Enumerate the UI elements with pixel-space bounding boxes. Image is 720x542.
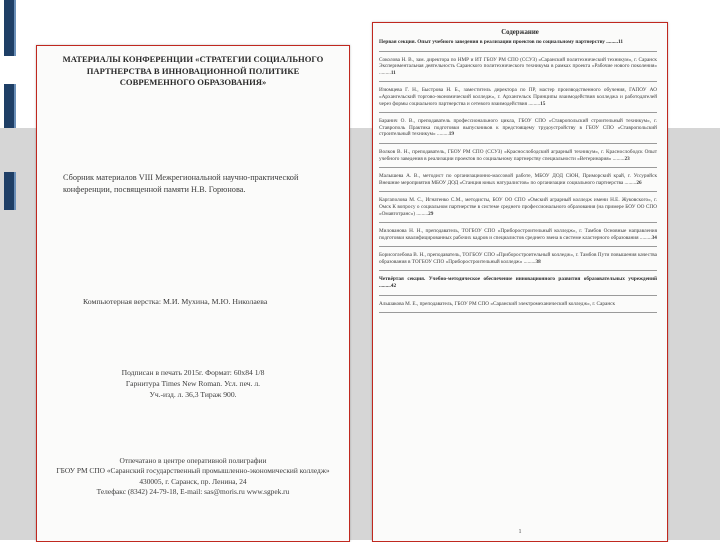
toc-entry [379, 301, 657, 308]
toc-section [379, 39, 657, 46]
toc-leader: ......... [527, 100, 541, 107]
toc-entry [379, 87, 657, 107]
toc-leader: ......... [415, 210, 429, 217]
publisher-line: ГБОУ РМ СПО «Саранский государственный промышленно-экономический колледж» [56, 466, 330, 476]
layout-credit: Компьютерная верстка: М.И. Мухина, М.Ю. Николаева [83, 297, 268, 306]
toc-entry-text: Борисоглебова В. Н., преподаватель, ТОГБОУ СПО «Приборостроительный колледж», г. Тамбов Пути повышения качества образования в ТОГБОУ СПО «Приборостроительный колледж» [379, 252, 657, 265]
toc-separator [379, 222, 657, 223]
toc-separator [379, 312, 657, 313]
title-page [36, 45, 350, 542]
toc-leader: ......... [379, 283, 391, 290]
toc-entry-text: Соколова Н. В., зам. директора по НМР и ИТ ГБОУ РМ СПО (ССУЗ) «Саранский политехнический техникум», г. Саранск Экспериментальная деятельность Саранского политехнического техникума в рамках проекта «Рабочие нового поколения» [379, 56, 657, 70]
toc-separator [379, 246, 657, 247]
toc-entry-text: Первая секция. Опыт учебного заведения в реализации проектов по социальному партнерству [379, 39, 605, 45]
toc-page-number: 29 [428, 210, 434, 217]
toc-leader: ......... [522, 258, 536, 265]
toc-page-number: 38 [535, 258, 541, 265]
toc-leader: ......... [638, 234, 652, 241]
toc-separator [379, 51, 657, 52]
toc-separator [379, 143, 657, 144]
toc-entry [379, 57, 657, 77]
print-line: Гарнитура Times New Roman. Усл. печ. л. [125, 379, 261, 388]
toc-page-number: 42 [390, 283, 397, 290]
toc-page-number: 34 [651, 234, 657, 241]
toc-entry-text: Четвёртая секция. Учебно-методическое обеспечение инновационного развития образовательных учреждений [379, 276, 657, 283]
toc-entry-text: Волков В. Н., преподаватель, ГБОУ РМ СПО (ССУЗ) «Краснослободский аграрный техникум», г. Краснослободск Опыт учебного заведения в реализации проектов по социальному партнерству специальности «Ветеринария» [379, 148, 657, 162]
toc-page-number: 23 [624, 155, 630, 162]
publisher-line: Телефакс (8342) 24-79-18, E-mail: sas@moris.ru www.sgpek.ru [96, 486, 290, 496]
publisher-line: 430005, г. Саранск, пр. Ленина, 24 [139, 476, 247, 486]
contents-heading: Содержание [501, 29, 539, 36]
toc-entry [379, 197, 657, 217]
toc-entry [379, 228, 657, 241]
toc-separator [379, 81, 657, 82]
binder-tabs [4, 0, 16, 540]
toc-entry-text: Баранич О. В., преподаватель профессионального цикла, ГБОУ СПО «Ставропольский строительный техникум», г. Ставрополь Практика подготовки выпускников к предстоящему трудоустройству в ГБОУ СПО «Ставропольский строительный техникум» [379, 118, 657, 138]
toc-entry [379, 173, 657, 186]
binder-tab-2 [4, 84, 16, 128]
toc-leader: ......... [611, 155, 625, 162]
toc-page-number: 11 [618, 39, 624, 45]
toc-separator [379, 167, 657, 168]
print-details [57, 367, 329, 400]
toc-entry-text: Каргаполова М. С., Игнатенко С.М., методисты, БОУ ОО СПО «Омский аграрный колледж имени Н.Е. Жуковского», г. Омск К вопросу о социальном партнерстве в системе среднего профессионального образования (на примере БОУ ОО СПО «Омавтотранс») [379, 197, 657, 217]
toc-entry [379, 252, 657, 265]
toc-leader: ......... [379, 69, 391, 76]
contents-page [372, 22, 668, 542]
toc-entry [379, 118, 657, 138]
toc-separator [379, 295, 657, 296]
toc-leader: ......... [623, 179, 637, 186]
print-line: Уч.-изд. л. 36,3 Тираж 900. [149, 390, 237, 399]
collection-description: Сборник материалов VIII Межрегиональной научно-практической конференции, посвященной памяти Н.В. Горюнова. [63, 173, 299, 194]
toc-section [379, 276, 657, 289]
conference-title: МАТЕРИАЛЫ КОНФЕРЕНЦИИ «СТРАТЕГИИ СОЦИАЛЬНОГО ПАРТНЕРСТВА В ИННОВАЦИОННОЙ ПОЛИТИКЕ СОВРЕМЕННОГО ОБРАЗОВАНИЯ» [62, 54, 324, 87]
publisher-line: Отпечатано в центре оперативной полиграфии [119, 456, 267, 465]
toc-entry-text: Изюмцева Г. Н., Быстрова Н. Б., заместитель директора по ПР, мастер производственного обучения, ГАПОУ АО «Архангельский торгово-экономический колледж», г. Архангельск Принципы взаимодействия колледжа и работодателей через формы социального партнерства и сетевого взаимодействия [379, 87, 657, 107]
binder-tab-3 [4, 172, 16, 210]
page-number: 1 [518, 529, 522, 535]
toc-page-number: 15 [540, 100, 546, 107]
toc-separator [379, 191, 657, 192]
toc-page-number: 11 [390, 69, 396, 76]
toc-separator [379, 112, 657, 113]
toc-entry-text: Альшакова М. Е., преподаватель, ГБОУ РМ СПО «Саранский электромеханический колледж», г. Саранск [379, 300, 616, 307]
publisher-details [49, 456, 337, 497]
binder-tab-1 [4, 0, 16, 56]
toc-entry-text: Малышева А. В., методист по организационно-массовой работе, МБОУ ДОД СЮН, Приморский край, г. Уссурийск Внешние мероприятия МБОУ ДОД «Станция юных натуралистов» по организации социального партнерства [379, 173, 657, 186]
toc-entry [379, 149, 657, 162]
toc-entry-text: Милованова Н. Н., преподаватель, ТОГБОУ СПО «Приборостроительный колледж», г. Тамбов Основные направления подготовки квалифицированных рабочих кадров и специалистов среднего звена в системе кластерного образования [379, 228, 657, 241]
table-of-contents [379, 39, 657, 318]
toc-leader: ......... [604, 39, 619, 45]
toc-page-number: 26 [636, 179, 642, 186]
toc-leader: ......... [435, 131, 449, 138]
toc-separator [379, 270, 657, 271]
toc-page-number: 19 [448, 131, 454, 138]
print-line: Подписан в печать 2015г. Формат: 60х84 1/8 [121, 368, 265, 377]
